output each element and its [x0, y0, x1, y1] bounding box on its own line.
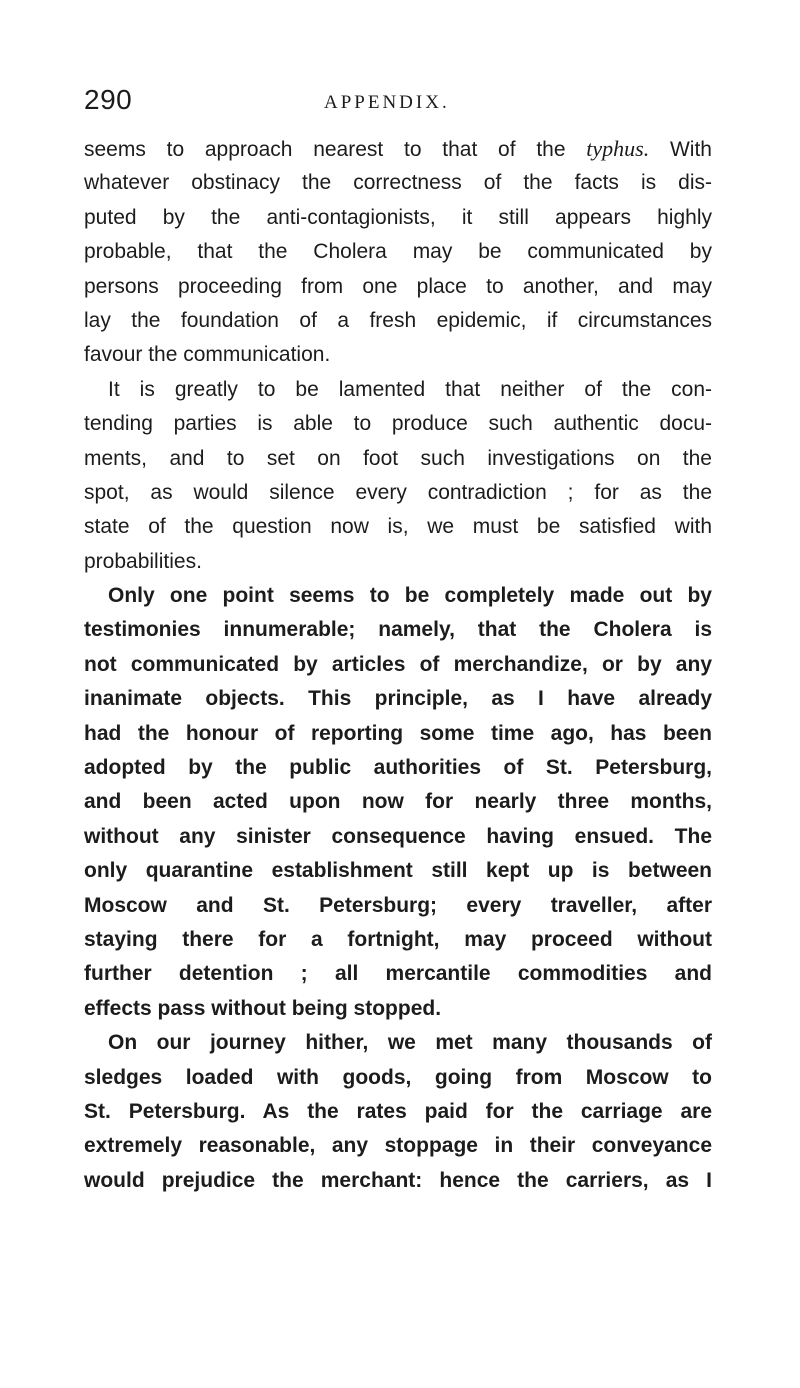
text-line: adopted by the public authorities of St. Petersburg, [84, 756, 712, 780]
text-line: It is greatly to be lamented that neither of the con- [108, 377, 712, 401]
text-line: extremely reasonable, any stoppage in their conveyance [84, 1134, 712, 1158]
text-line: ments, and to set on foot such investigations on the [84, 446, 712, 470]
text-line: probabilities. [84, 549, 202, 573]
text-line: tending parties is able to produce such authentic docu- [84, 412, 712, 436]
text-line: had the honour of reporting some time ago, has been [84, 721, 712, 745]
text-line: only quarantine establishment still kept up is between [84, 859, 712, 883]
text-line: without any sinister consequence having ensued. The [84, 824, 712, 848]
text-line: sledges loaded with goods, going from Moscow to [84, 1065, 712, 1089]
text-line: whatever obstinacy the correctness of the facts is dis- [84, 171, 712, 195]
text-line: puted by the anti-contagionists, it still appears highly [84, 205, 712, 229]
page-header [84, 84, 724, 124]
text-line: Moscow and St. Petersburg; every traveller, after [84, 893, 712, 917]
running-head: APPENDIX. [324, 92, 450, 113]
text-line: lay the foundation of a fresh epidemic, if circumstances [84, 308, 712, 332]
text-line: probable, that the Cholera may be communicated by [84, 240, 712, 264]
text-line: persons proceeding from one place to another, and may [84, 274, 712, 298]
text-line: Only one point seems to be completely made out by [108, 584, 712, 608]
text-line: and been acted upon now for nearly three months, [84, 790, 712, 814]
text-line: spot, as would silence every contradiction ; for as the [84, 480, 712, 504]
text-line: would prejudice the merchant: hence the carriers, as I [84, 1168, 712, 1192]
text-line: testimonies innumerable; namely, that the Cholera is [84, 618, 712, 642]
text-line: favour the communication. [84, 343, 331, 367]
text-line: state of the question now is, we must be satisfied with [84, 515, 712, 539]
text-line: effects pass without being stopped. [84, 996, 442, 1020]
text-line: St. Petersburg. As the rates paid for the carriage are [84, 1099, 712, 1123]
text-line: inanimate objects. This principle, as I have already [84, 687, 712, 711]
text-line: On our journey hither, we met many thousands of [108, 1031, 712, 1055]
text-line: staying there for a fortnight, may proceed without [84, 927, 712, 951]
text-line: seems to approach nearest to that of the typhus. With [84, 136, 712, 161]
text-line: not communicated by articles of merchandize, or by any [84, 652, 712, 676]
text-line: further detention ; all mercantile commodities and [84, 962, 712, 986]
body-text [84, 132, 712, 1198]
page-number: 290 [84, 84, 133, 115]
